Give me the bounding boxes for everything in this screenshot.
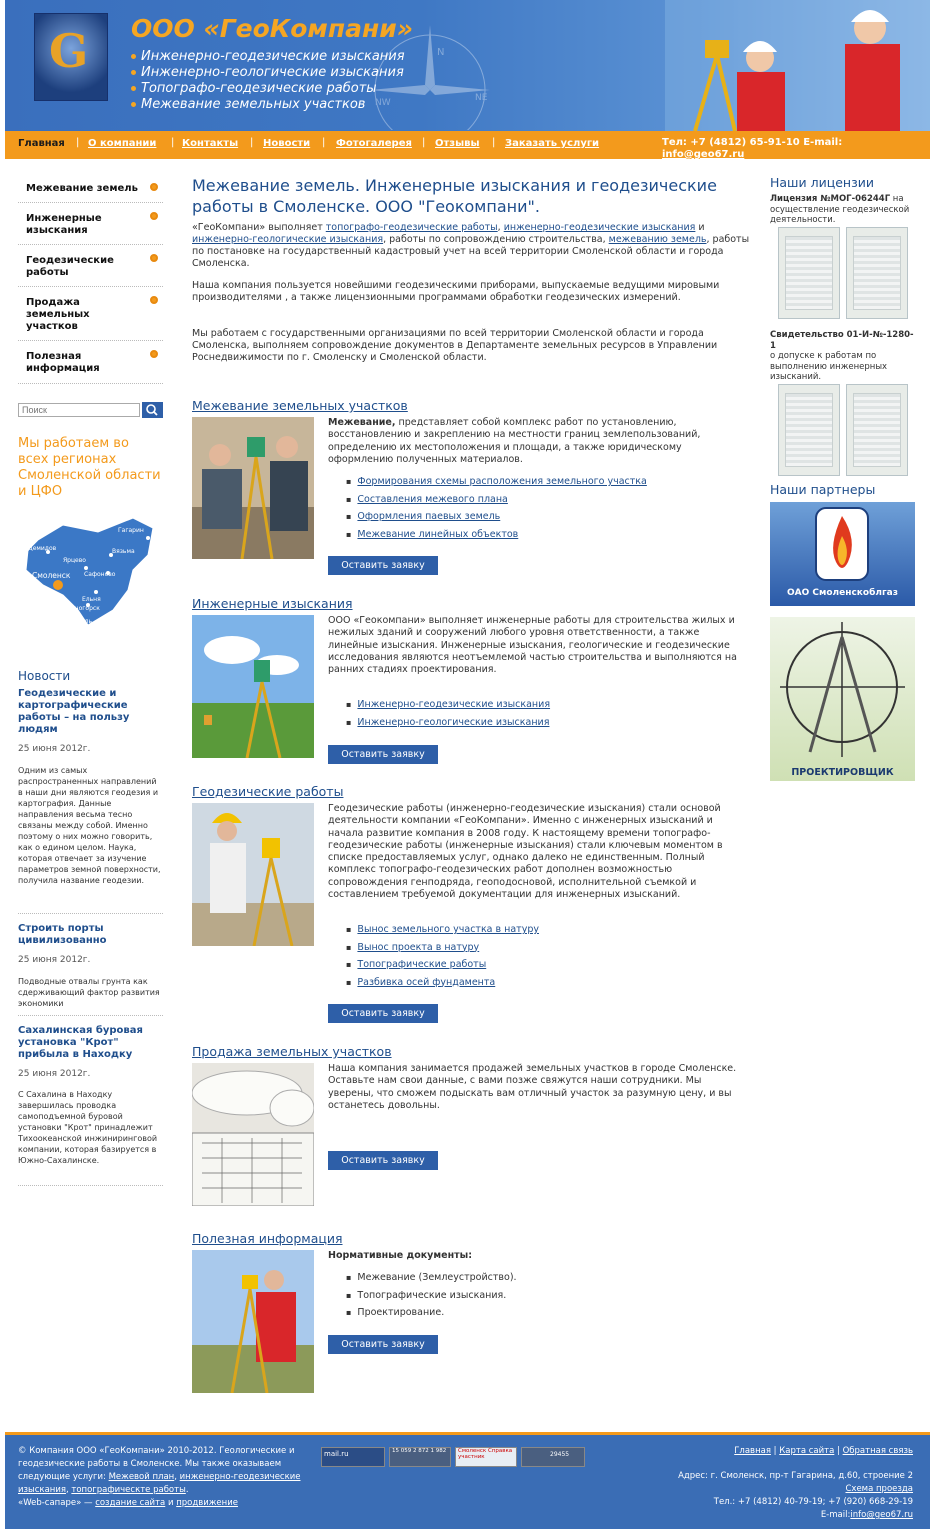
news-item-text: С Сахалина в Находку завершилась проводка самоподъемной буровой установки "Крот" принадлежит Тихоокеанской инжиниринговой компании, которая базируется в Южно-Сахалинске. <box>18 1090 158 1165</box>
request-button[interactable]: Оставить заявку <box>328 1151 438 1170</box>
region-text: Мы работаем во всех регионах Смоленской области и ЦФО <box>18 436 161 499</box>
blueprints-photo <box>192 1063 314 1206</box>
tagline-3: Топографо-геодезические работы <box>131 81 377 96</box>
footer-link-promo[interactable]: продвижение <box>176 1498 238 1508</box>
footer-link-topo[interactable]: топографическте работы <box>71 1485 186 1495</box>
nav-separator: | <box>250 137 254 148</box>
footer-link-sitemap[interactable]: Карта сайта <box>779 1446 835 1456</box>
nav-separator: | <box>171 137 175 148</box>
request-button[interactable]: Оставить заявку <box>328 556 438 575</box>
sidebar-item-sale[interactable] <box>18 287 163 341</box>
news-divider <box>18 913 163 914</box>
news-item-date: 25 июня 2012г. <box>18 744 91 754</box>
map-label-vyazma: Вязьма <box>112 548 135 555</box>
service-list <box>346 924 539 994</box>
section-title-izyskaniya[interactable]: Инженерные изыскания <box>192 596 353 611</box>
request-button[interactable]: Оставить заявку <box>328 745 438 764</box>
document-item: Межевание (Землеустройство). <box>357 1272 517 1283</box>
document-item: Топографические изыскания. <box>357 1289 507 1301</box>
intro-paragraph-3: Мы работаем с государственными организациями по всей территории Смоленской области и города Смоленска, выполняем сопровождение документов в Департаменте земельных ресурсов в Управлении Роснедвижимости по г. Смоленску и Смоленской области. <box>192 328 718 363</box>
bullet-icon <box>150 350 158 358</box>
footer-address: Адрес: г. Смоленск, пр-т Гагарина, д.60, строение 2 <box>678 1471 913 1481</box>
link-ingeo[interactable]: инженерно-геодезические изыскания <box>503 222 696 233</box>
search-button[interactable] <box>142 402 163 418</box>
surveyors-photo <box>665 0 930 131</box>
news-item-title[interactable]: Сахалинская буровая установка "Крот" прибыла в Находку <box>18 1025 143 1060</box>
section-subheading: Нормативные документы: <box>328 1250 473 1261</box>
licenses-heading: Наши лицензии <box>770 175 874 190</box>
document-item: Проектирование. <box>357 1307 445 1318</box>
footer-link-izyskaniya[interactable]: инженерно-геодезические изыскания <box>18 1472 301 1495</box>
smolensk-region-map[interactable] <box>18 510 163 630</box>
nav-order[interactable]: Заказать услуги <box>505 138 600 149</box>
header-banner <box>5 0 930 131</box>
header-contacts <box>662 137 902 161</box>
footer-link-home[interactable]: Главная <box>734 1446 771 1456</box>
service-link[interactable]: Инженерно-геодезические изыскания <box>357 699 551 710</box>
nav-contacts[interactable]: Контакты <box>182 138 239 149</box>
service-link[interactable]: Разбивка осей фундамента <box>357 976 496 988</box>
counter-mailru[interactable]: mail.ru <box>321 1447 385 1467</box>
service-link[interactable]: Формирования схемы расположения земельного участка <box>357 476 647 487</box>
geodesist-photo <box>192 803 314 946</box>
section-title-info[interactable]: Полезная информация <box>192 1231 343 1246</box>
map-label-smolensk: Смоленск <box>32 571 71 580</box>
news-divider <box>18 1015 163 1016</box>
sidebar-item-mezhevanie[interactable] <box>18 175 163 203</box>
sidebar-item-label: Инженерные изыскания <box>26 213 102 236</box>
map-label-demidov: Демидов <box>28 545 57 552</box>
partner-name: ПРОЕКТИРОВЩИК <box>791 767 894 778</box>
nav-separator: | <box>422 137 426 148</box>
service-link[interactable]: Вынос проекта в натуру <box>357 941 480 953</box>
svg-text:NW: NW <box>375 98 391 108</box>
map-label-elnya: Ельня <box>82 596 101 603</box>
intro-paragraph-1: «ГеоКомпани» выполняет топографо-геодезические работы, инженерно-геодезические изыскания и инженерно-геологические изыскания, работы по сопровождению строительства, межеванию земель, работы по постановке на государственный кадастровый учет на всей территории Смоленской области и города Смоленска. <box>192 222 750 269</box>
service-link[interactable]: Составления межевого плана <box>357 493 508 505</box>
tagline-4: Межевание земельных участков <box>131 97 365 112</box>
section-title-sale[interactable]: Продажа земельных участков <box>192 1044 392 1059</box>
map-label-safonovo: Сафоново <box>84 571 116 578</box>
link-mezhevanie[interactable]: межеванию земель <box>608 234 707 245</box>
search-input[interactable] <box>18 403 140 417</box>
request-button[interactable]: Оставить заявку <box>328 1335 438 1354</box>
section-text: Геодезические работы (инженерно-геодезические изыскания) стали основой деятельности компании «ГеоКомпани». Именно с инженерных изысканий и начала развитие компания в 2008 году. К настоящему времени топографо-геодезические работы (инженерные изыскания) стали ключевым моментом в списке предоставляемых услуг, однако далеко не единственным. Полный комплекс топографо-геодезических работ дополнен возможностью сопровождения генподряда, геоподосновой, исполнительной съемкой и составлением требуемой документации для инженерных изысканий. <box>328 803 723 901</box>
news-heading: Новости <box>18 669 71 683</box>
main-navigation <box>5 131 930 159</box>
link-ingeolog[interactable]: инженерно-геологические изыскания <box>192 234 384 245</box>
footer-link-feedback[interactable]: Обратная связь <box>842 1446 913 1456</box>
footer-link-plan[interactable]: Межевой план <box>108 1472 175 1482</box>
nav-about[interactable]: О компании <box>88 138 157 149</box>
surveyor-field-photo <box>192 1250 314 1393</box>
bullet-icon <box>150 296 158 304</box>
nav-reviews[interactable]: Отзывы <box>435 138 480 149</box>
compass-drawing-icon <box>770 617 915 781</box>
section-text: ООО «Геокомпани» выполняет инженерные работы для строительства жилых и нежилых зданий и сооружений любого уровня ответственности, а также линейные изыскания. Инженерные изыскания, геологические и геодезические исследования являются неотъемлемой частью строительства и выполняются на ранних стадиях проектирования. <box>328 615 737 676</box>
sidebar-item-label: Полезная информация <box>26 351 100 374</box>
service-list <box>346 476 647 546</box>
news-divider <box>18 1185 163 1186</box>
map-label-yartsevo: Ярцево <box>63 557 86 564</box>
partner-banner-smolenskoblgaz[interactable] <box>770 502 915 606</box>
sidebar-item-label: Межевание земель <box>26 183 138 194</box>
document-list <box>346 1272 517 1325</box>
section-text: Межевание, представляет собой комплекс работ по установлению, восстановлению и закреплению на местности границ землепользований, определению их местоположения и площади, а также юридическому оформлению полученных материалов. <box>328 417 701 465</box>
partner-banner-proektirovshik[interactable] <box>770 617 915 781</box>
news-item-text: Одним из самых распространенных направлений в наши дни являются геодезия и картография. Данные направления весьма тесно связаны между собой. Именно поэтому о них можно говорить, как о едином целом. Наука, которая отвечает за изучение параметров земной поверхности, получила название геодезии. <box>18 766 161 885</box>
footer-link-route[interactable]: Схема проезда <box>845 1484 913 1494</box>
nav-separator: | <box>322 137 326 148</box>
svg-text:NE: NE <box>475 93 488 103</box>
nav-separator: | <box>76 137 80 148</box>
bullet-icon <box>150 212 158 220</box>
service-link[interactable]: Инженерно-геологические изыскания <box>357 716 550 728</box>
certificate-document-image[interactable] <box>846 384 908 476</box>
svg-text:N: N <box>437 47 445 58</box>
partner-name: ОАО Смоленскоблгаз <box>787 588 898 598</box>
footer-copyright: © Компания ООО «ГеоКомпани» 2010-2012. Геологические и геодезические работы в Смоленске. Мы также оказываем следующие услуги: Межевой план, инженерно-геодезические изыскания, топографическте работы. «Web-сапаре» — создание сайта и продвижение <box>18 1446 301 1508</box>
sidebar-item-label: Продажа земельных участков <box>26 297 90 332</box>
news-item-title[interactable]: Геодезические и картографические работы – на пользу людям <box>18 688 130 735</box>
news-item-date: 25 июня 2012г. <box>18 1069 91 1079</box>
surveyors-photo <box>192 417 314 559</box>
counter-rating[interactable]: 29455 <box>521 1447 585 1467</box>
bullet-icon <box>150 254 158 262</box>
link-topo[interactable]: топографо-геодезические работы <box>325 222 498 233</box>
footer-email-link[interactable]: info@geo67.ru <box>850 1510 913 1520</box>
nav-news[interactable]: Новости <box>263 138 311 149</box>
header-phone: Тел: +7 (4812) 65-91-10 E-mail: <box>662 137 843 148</box>
tagline-1: Инженерно-геодезические изыскания <box>131 49 405 64</box>
license-document-image[interactable] <box>778 227 840 319</box>
news-item-date: 25 июня 2012г. <box>18 955 91 965</box>
map-label-gagarin: Гагарин <box>118 527 144 534</box>
certificate-text: Свидетельство 01-И-№-1280-1 о допуске к работам по выполнению инженерных изысканий. <box>770 330 914 382</box>
bullet-icon <box>150 183 158 191</box>
counter-stats[interactable]: 15 059 2 872 1 982 <box>389 1447 451 1467</box>
service-link[interactable]: Топографические работы <box>357 959 487 970</box>
company-name: ООО «ГеоКомпани» <box>131 14 413 43</box>
search-icon <box>142 402 163 418</box>
service-link[interactable]: Оформления паевых земель <box>357 511 501 522</box>
service-list <box>346 699 550 734</box>
nav-separator: | <box>492 137 496 148</box>
sidebar-item-info[interactable] <box>18 341 163 384</box>
counter-smolensk-spravka[interactable]: Смоленск Справка участник <box>455 1447 517 1467</box>
license-text: Лицензия №МОГ-06244Г на осуществление геодезической деятельности. <box>770 194 910 225</box>
news-item-title[interactable]: Строить порты цивилизованно <box>18 923 107 946</box>
section-text: Наша компания занимается продажей земельных участков в городе Смоленске. Оставьте нам свои данные, с вами позже свяжутся наши сотрудники. Мы уверены, что сможем подыскать вам отличный участок за разумную цену, и вы останетесь довольны. <box>328 1063 737 1111</box>
map-label-roslavl: Рославль <box>63 618 93 625</box>
nav-gallery[interactable]: Фотогалерея <box>336 138 412 149</box>
license-document-image[interactable] <box>846 227 908 319</box>
nav-home[interactable]: Главная <box>18 138 65 149</box>
section-title-mezhevanie[interactable]: Межевание земельных участков <box>192 398 408 413</box>
section-title-geodesy[interactable]: Геодезические работы <box>192 784 344 799</box>
field-instrument-photo <box>192 615 314 758</box>
request-button[interactable]: Оставить заявку <box>328 1004 438 1023</box>
intro-paragraph-2: Наша компания пользуется новейшими геодезическими приборами, выпускаемые ведущими мировыми производителями , а также лицензионными программами обработки геодезических измерений. <box>192 280 720 303</box>
certificate-document-image[interactable] <box>778 384 840 476</box>
sidebar-item-izyskaniya[interactable] <box>18 203 163 245</box>
header-email[interactable]: info@geo67.ru <box>662 149 745 160</box>
service-link[interactable]: Вынос земельного участка в натуру <box>357 924 539 935</box>
footer-phones: Тел.: +7 (4812) 40-79-19; +7 (920) 668-29-19 <box>713 1497 913 1507</box>
news-item-text: Подводные отвалы грунта как сдерживающий фактор развития экономики <box>18 977 160 1008</box>
tagline-2: Инженерно-геологические изыскания <box>131 65 404 80</box>
footer-contacts: Главная | Карта сайта | Обратная связь Адрес: г. Смоленск, пр-т Гагарина, д.60, строение 2 Схема проезда Тел.: +7 (4812) 40-79-19; +7 (920) 668-29-19 E-mail:info@geo67.ru <box>600 1445 913 1522</box>
sidebar-item-geodesy[interactable] <box>18 245 163 287</box>
service-link[interactable]: Межевание линейных объектов <box>357 528 519 540</box>
sidebar-item-label: Геодезические работы <box>26 255 114 278</box>
page-title: Межевание земель. Инженерные изыскания и геодезические работы в Смоленске. ООО "Геокомпани". <box>192 176 717 216</box>
footer-links: Главная | Карта сайта | Обратная связь <box>734 1446 913 1456</box>
footer-link-site[interactable]: создание сайта <box>95 1498 166 1508</box>
partners-heading: Наши партнеры <box>770 482 876 497</box>
map-label-desnogorsk: Десногорск <box>63 605 100 612</box>
company-logo[interactable]: G <box>34 13 108 101</box>
